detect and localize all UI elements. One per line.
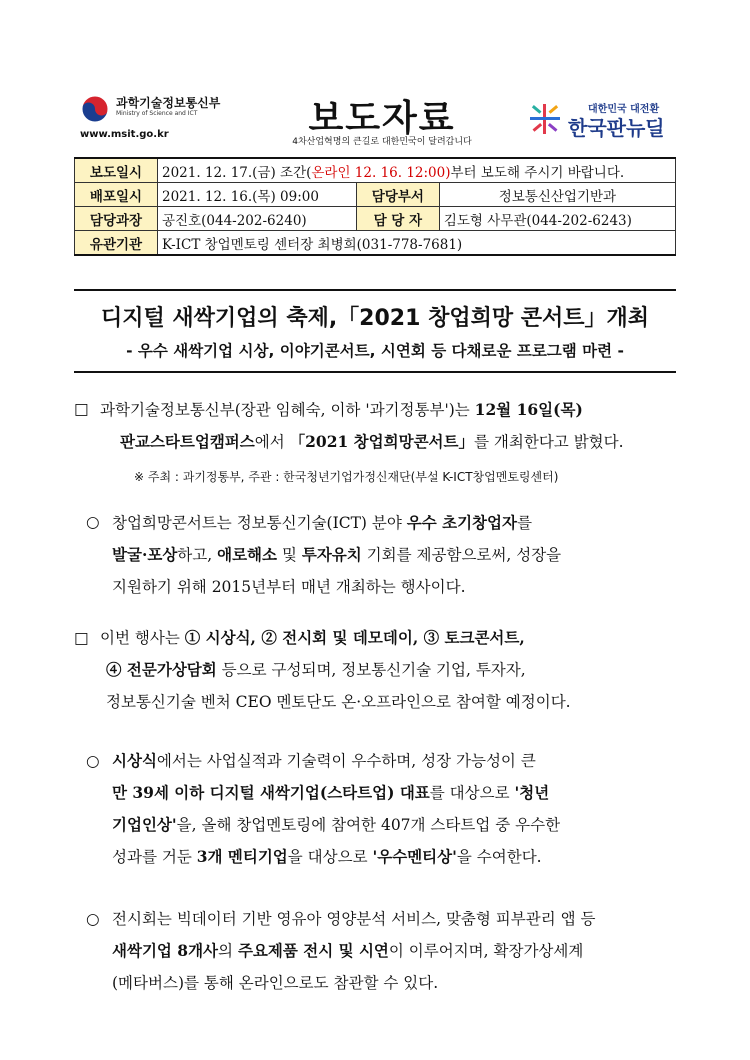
distribution-row — [75, 183, 676, 207]
korean-new-deal-logo — [528, 100, 688, 140]
p1-line-1: 과학기술정보통신부(장관 임혜숙, 이하 '과기정통부')는 12월 16일(목) — [100, 400, 583, 419]
p4-line-2: 만 39세 이하 디지털 새싹기업(스타트업) 대표를 대상으로 '청년 — [112, 783, 550, 802]
dept-value: 정보통신산업기반과 — [439, 183, 675, 207]
release-label: 보도일시 — [75, 158, 158, 183]
circle-bullet: ○ — [86, 910, 100, 928]
new-deal-name: 한국판뉴딜 — [568, 116, 665, 140]
manager-label: 담당과장 — [75, 207, 158, 231]
square-bullet: □ — [74, 629, 89, 647]
ministry-name: 과학기술정보통신부 — [116, 96, 221, 110]
organizer-note: ※ 주최 : 과기정통부, 주관 : 한국청년기업가정신재단(부설 K-ICT창업멘토링센터) — [134, 470, 559, 484]
paragraph-3 — [100, 622, 680, 718]
slogan: 4차산업혁명의 큰길로 대한민국이 달려갑니다 — [292, 137, 472, 147]
new-deal-tagline: 대한민국 대전환 — [588, 104, 660, 115]
related-value: K-ICT 창업멘토링 센터장 최병희(031-778-7681) — [158, 231, 676, 256]
p1-line-2: 판교스타트업캠퍼스에서 「2021 창업희망콘서트」를 개최한다고 밝혔다. — [120, 432, 624, 451]
manager-row — [75, 207, 676, 231]
headline-subtitle: - 우수 새싹기업 시상, 이야기콘서트, 시연회 등 다채로운 프로그램 마련 - — [126, 342, 624, 360]
paragraph-2 — [112, 507, 682, 603]
release-row — [75, 158, 676, 183]
circle-bullet: ○ — [86, 752, 100, 770]
p2-line-2: 발굴·포상하고, 애로해소 및 투자유치 기회를 제공함으로써, 성장을 — [112, 545, 562, 564]
related-label: 유관기관 — [75, 231, 158, 256]
p2-line-1: 창업희망콘서트는 정보통신기술(ICT) 분야 우수 초기창업자를 — [112, 513, 532, 532]
paragraph-5 — [112, 903, 682, 999]
p3-line-1: 이번 행사는 ① 시상식, ② 전시회 및 데모데이, ③ 토크콘서트, — [100, 628, 525, 647]
p4-line-3: 기업인상'을, 올해 창업멘토링에 참여한 407개 스타트업 중 우수한 — [112, 815, 561, 834]
release-value: 2021. 12. 17.(금) 조간(온라인 12. 16. 12:00)부터 보도해 주시기 바랍니다. — [158, 158, 676, 183]
square-bullet: □ — [74, 400, 89, 418]
circle-bullet: ○ — [86, 513, 100, 531]
paragraph-1 — [100, 394, 680, 458]
paragraph-4 — [112, 745, 682, 873]
ministry-english-name: Ministry of Science and ICT — [116, 110, 198, 117]
p5-line-1: 전시회는 빅데이터 기반 영유아 영양분석 서비스, 맞춤형 피부관리 앱 등 — [112, 910, 596, 928]
distribution-value: 2021. 12. 16.(목) 09:00 — [158, 183, 357, 207]
related-row — [75, 231, 676, 256]
release-info-table — [74, 157, 676, 256]
ministry-url: www.msit.go.kr — [80, 129, 169, 140]
distribution-label: 배포일시 — [75, 183, 158, 207]
manager-value: 공진호(044-202-6240) — [158, 207, 357, 231]
p5-line-3: (메타버스)를 통해 온라인으로도 참관할 수 있다. — [112, 974, 439, 992]
person-value: 김도형 사무관(044-202-6243) — [439, 207, 675, 231]
taegeuk-emblem-icon — [80, 94, 110, 124]
person-label: 담 당 자 — [356, 207, 439, 231]
headline-box — [74, 289, 676, 373]
p4-line-1: 시상식에서는 사업실적과 기술력이 우수하며, 성장 가능성이 큰 — [112, 751, 536, 770]
p3-line-2: ④ 전문가상담회 등으로 구성되며, 정보통신기술 기업, 투자자, — [106, 660, 526, 679]
p5-line-2: 새싹기업 8개사의 주요제품 전시 및 시연이 이루어지며, 확장가상세계 — [112, 941, 584, 960]
ministry-logo — [80, 94, 270, 140]
headline-title: 디지털 새싹기업의 축제,「2021 창업희망 콘서트」개최 — [100, 306, 649, 331]
press-header — [0, 88, 750, 148]
dept-label: 담당부서 — [356, 183, 439, 207]
new-deal-mark-icon — [528, 102, 562, 136]
p2-line-3: 지원하기 위해 2015년부터 매년 개최하는 행사이다. — [112, 578, 466, 596]
p4-line-4: 성과를 거둔 3개 멘티기업을 대상으로 '우수멘티상'을 수여한다. — [112, 847, 542, 866]
document-title: 보도자료 — [308, 98, 456, 139]
p3-line-3: 정보통신기술 벤처 CEO 멘토단도 온·오프라인으로 참여할 예정이다. — [106, 693, 571, 711]
